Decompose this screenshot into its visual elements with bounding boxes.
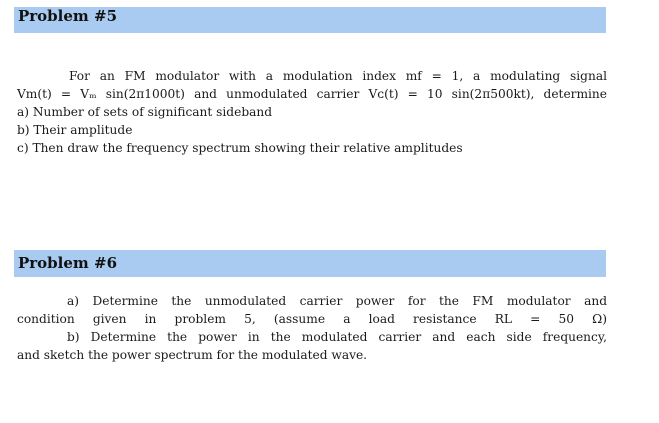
problem-6-line-1: a) Determine the unmodulated carrier power for the FM modulator and (67, 294, 607, 308)
problem-6-line-4: and sketch the power spectrum for the modulated wave. (17, 348, 368, 362)
problem-5-title: Problem #5 (18, 7, 118, 25)
problem-5-line-2: Vm(t) = Vₘ sin(2π1000t) and unmodulated carrier Vᴄ(t) = 10 sin(2π500kt), determine (17, 87, 607, 101)
problem-6-body (17, 292, 607, 364)
problem-5-line-1: For an FM modulator with a modulation index mf = 1, a modulating signal (69, 69, 607, 83)
problem-5-item-c: c) Then draw the frequency spectrum showing their relative amplitudes (17, 141, 463, 155)
problem-5-item-b: b) Their amplitude (17, 123, 133, 137)
problem-6-heading-bar (14, 250, 606, 277)
problem-6-title: Problem #6 (18, 254, 118, 272)
problem-5-body (17, 67, 607, 157)
problem-5-heading-bar (14, 7, 606, 33)
problem-6-line-3: b) Determine the power in the modulated carrier and each side frequency, (67, 330, 607, 344)
problem-6-line-2: condition given in problem 5, (assume a load resistance RL = 50 Ω) (17, 312, 607, 326)
problem-5-item-a: a) Number of sets of significant sideband (17, 105, 273, 119)
